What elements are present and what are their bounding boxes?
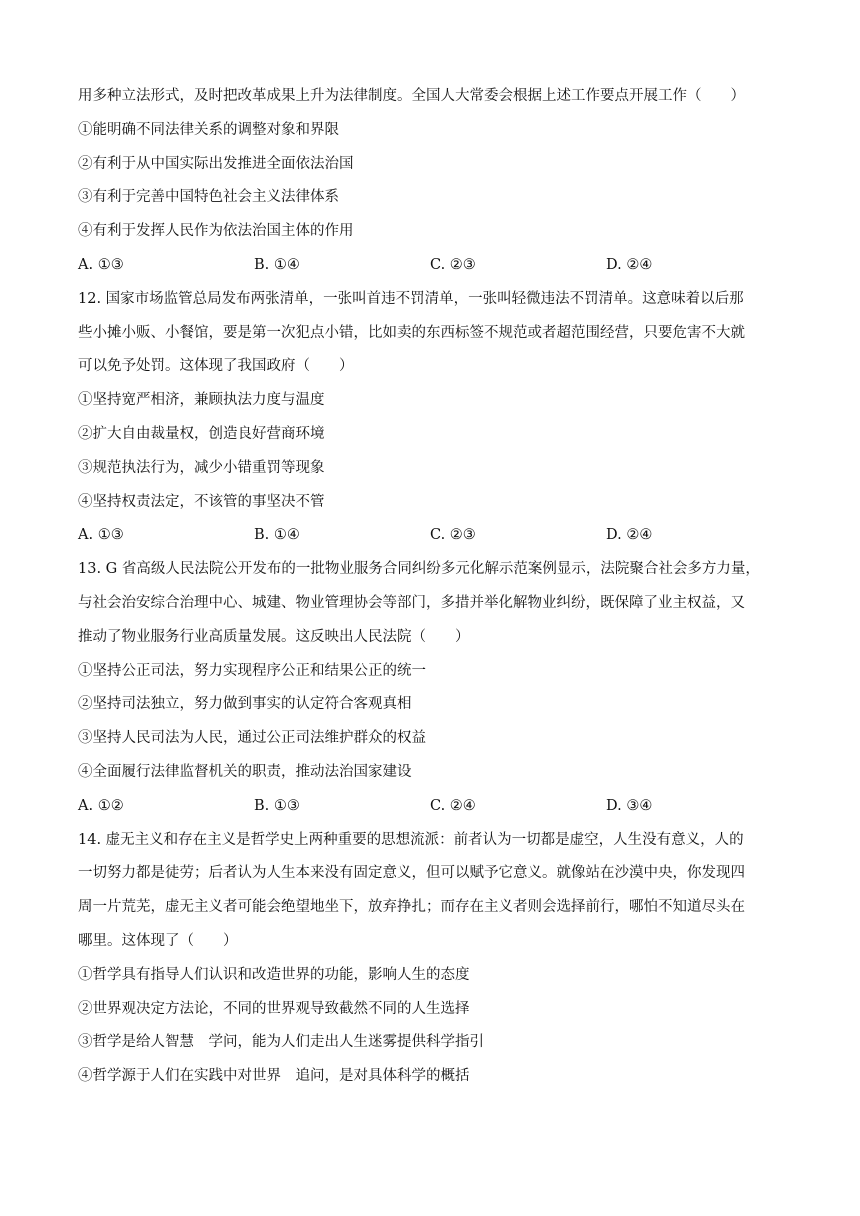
question-12-option-4: ④坚持权责法定，不该管的事坚决不管 bbox=[78, 493, 325, 510]
question-11-choice-c: C. ②③ bbox=[430, 256, 476, 273]
question-13-option-1: ①坚持公正司法，努力实现程序公正和结果公正的统一 bbox=[78, 662, 426, 679]
question-12-choice-b: B. ①④ bbox=[254, 527, 300, 544]
question-11-option-1: ①能明确不同法律关系的调整对象和界限 bbox=[78, 121, 339, 138]
question-14-option-4: ④哲学源于人们在实践中对世界 追问，是对具体科学的概括 bbox=[78, 1068, 470, 1085]
question-13-choices bbox=[78, 794, 780, 828]
question-12-stem-line-2: 些小摊小贩、小餐馆，要是第一次犯点小错，比如卖的东西标签不规范或者超范围经营，只要危害不大就 bbox=[78, 324, 745, 341]
question-11-stem-tail: 用多种立法形式，及时把改革成果上升为法律制度。全国人大常委会根据上述工作要点开展工作（ ） bbox=[78, 88, 745, 104]
question-13-choice-d: D. ③④ bbox=[606, 797, 653, 814]
question-11-choice-a: A. ①③ bbox=[78, 256, 124, 273]
question-14-stem-line-1: 14. 虚无主义和存在主义是哲学史上两种重要的思想流派：前者认为一切都是虚空，人生没有意义，人的 bbox=[78, 831, 744, 848]
question-12-choice-d: D. ②④ bbox=[606, 527, 653, 544]
question-14-option-3: ③哲学是给人智慧 学问，能为人们走出人生迷雾提供科学指引 bbox=[78, 1034, 484, 1051]
question-14-option-2: ②世界观决定方法论，不同的世界观导致截然不同的人生选择 bbox=[78, 1000, 470, 1017]
question-14-option-1: ①哲学具有指导人们认识和改造世界的功能，影响人生的态度 bbox=[78, 966, 470, 983]
question-12-option-1: ①坚持宽严相济，兼顾执法力度与温度 bbox=[78, 392, 325, 409]
question-14-stem-line-2: 一切努力都是徒劳；后者认为人生本来没有固定意义，但可以赋予它意义。就像站在沙漠中央，你发现四 bbox=[78, 865, 745, 882]
question-12-option-2: ②扩大自由裁量权，创造良好营商环境 bbox=[78, 425, 325, 442]
question-11-choices bbox=[78, 253, 780, 287]
question-11-option-2: ②有利于从中国实际出发推进全面依法治国 bbox=[78, 155, 354, 172]
question-13-stem-line-1: 13. G 省高级人民法院公开发布的一批物业服务合同纠纷多元化解示范案例显示，法院聚合社会多方力量， bbox=[78, 561, 760, 578]
question-12-stem-line-3: 可以免予处罚。这体现了我国政府（ ） bbox=[78, 358, 354, 375]
question-11-choice-b: B. ①④ bbox=[254, 256, 300, 273]
question-13-choice-c: C. ②④ bbox=[430, 797, 476, 814]
question-12-choice-a: A. ①③ bbox=[78, 527, 124, 544]
question-13-option-3: ③坚持人民司法为人民，通过公正司法维护群众的权益 bbox=[78, 730, 426, 747]
exam-content bbox=[78, 84, 780, 1098]
question-11-option-4: ④有利于发挥人民作为依法治国主体的作用 bbox=[78, 223, 354, 240]
question-14-stem-line-4: 哪里。这体现了（ ） bbox=[78, 932, 238, 949]
question-11-option-3: ③有利于完善中国特色社会主义法律体系 bbox=[78, 189, 339, 206]
question-11-choice-d: D. ②④ bbox=[606, 256, 653, 273]
question-13-stem-line-2: 与社会治安综合治理中心、城建、物业管理协会等部门，多措并举化解物业纠纷，既保障了业主权益，又 bbox=[78, 594, 745, 611]
question-12-choice-c: C. ②③ bbox=[430, 527, 476, 544]
question-12-option-3: ③规范执法行为，减少小错重罚等现象 bbox=[78, 459, 325, 476]
question-13-option-2: ②坚持司法独立，努力做到事实的认定符合客观真相 bbox=[78, 696, 412, 713]
question-13-choice-b: B. ①③ bbox=[254, 797, 300, 814]
question-13-stem-line-3: 推动了物业服务行业高质量发展。这反映出人民法院（ ） bbox=[78, 628, 470, 645]
question-13-option-4: ④全面履行法律监督机关的职责，推动法治国家建设 bbox=[78, 763, 412, 780]
question-13-choice-a: A. ①② bbox=[78, 797, 124, 814]
question-12-stem-line-1: 12. 国家市场监管总局发布两张清单，一张叫首违不罚清单，一张叫轻微违法不罚清单。这意味着以后那 bbox=[78, 290, 744, 307]
question-14-stem-line-3: 周一片荒芜，虚无主义者可能会绝望地坐下，放弃挣扎；而存在主义者则会选择前行，哪怕不知道尽头在 bbox=[78, 899, 745, 916]
question-12-choices bbox=[78, 523, 780, 557]
